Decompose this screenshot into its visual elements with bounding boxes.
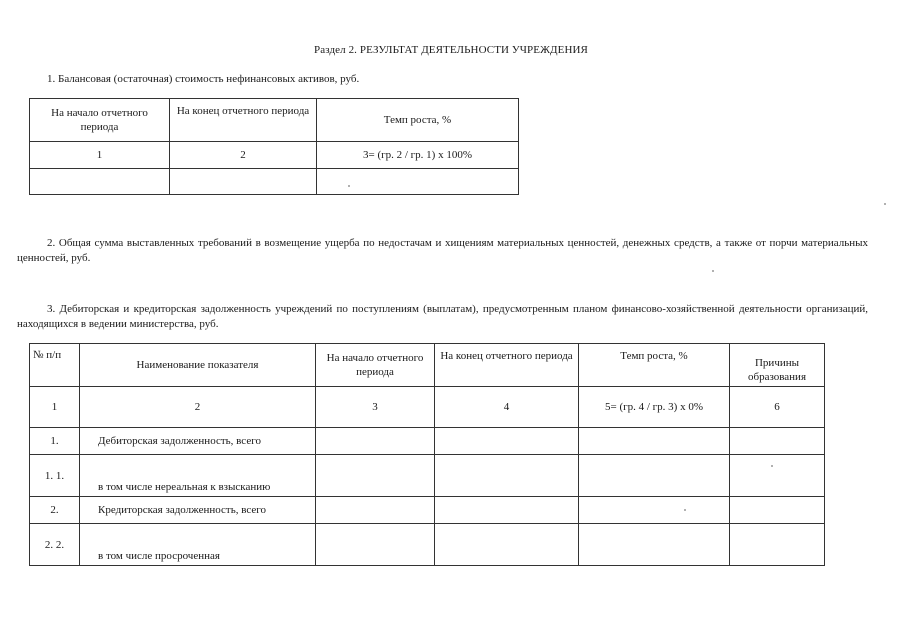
empty-cell bbox=[730, 455, 825, 497]
nonfinancial-assets-table bbox=[29, 98, 519, 195]
table-row bbox=[30, 497, 825, 524]
empty-cell bbox=[579, 524, 730, 566]
row-number: 1. bbox=[30, 428, 80, 455]
empty-cell bbox=[170, 169, 317, 195]
empty-cell bbox=[435, 524, 579, 566]
row-name: Кредиторская задолженность, всего bbox=[80, 497, 316, 524]
col-number: 2 bbox=[170, 142, 317, 169]
header-growth-rate: Темп роста, % bbox=[579, 344, 730, 387]
row-name: в том числе просроченная bbox=[80, 524, 316, 566]
row-number: 2. bbox=[30, 497, 80, 524]
receivables-payables-table bbox=[29, 343, 825, 566]
section-title: Раздел 2. РЕЗУЛЬТАТ ДЕЯТЕЛЬНОСТИ УЧРЕЖДЕНИЯ bbox=[314, 44, 588, 56]
empty-cell bbox=[435, 455, 579, 497]
header-period-start: На начало отчетного периода bbox=[30, 99, 170, 142]
empty-cell bbox=[730, 497, 825, 524]
empty-cell bbox=[316, 497, 435, 524]
empty-cell bbox=[317, 169, 519, 195]
col-formula: 3= (гр. 2 / гр. 1) х 100% bbox=[317, 142, 519, 169]
header-reasons: Причины образования bbox=[730, 344, 825, 387]
empty-cell bbox=[30, 169, 170, 195]
header-period-start: На начало отчетного периода bbox=[316, 344, 435, 387]
table-row bbox=[30, 428, 825, 455]
row-name: в том числе нереальная к взысканию bbox=[80, 455, 316, 497]
item2-heading: 2. Общая сумма выставленных требований в возмещение ущерба по недостачам и хищениям материальных ценностей, денежных средств, а также от порчи материальных ценностей, руб. bbox=[17, 237, 868, 264]
header-growth-rate: Темп роста, % bbox=[317, 99, 519, 142]
empty-cell bbox=[316, 524, 435, 566]
empty-cell bbox=[730, 428, 825, 455]
item1-heading: 1. Балансовая (остаточная) стоимость нефинансовых активов, руб. bbox=[47, 73, 360, 85]
col-number: 1 bbox=[30, 387, 80, 428]
empty-cell bbox=[435, 497, 579, 524]
header-period-end: На конец отчетного периода bbox=[170, 99, 317, 142]
empty-cell bbox=[316, 428, 435, 455]
empty-cell bbox=[435, 428, 579, 455]
header-period-end: На конец отчетного периода bbox=[435, 344, 579, 387]
header-row-number: № п/п bbox=[30, 344, 80, 387]
row-number: 2. 2. bbox=[30, 524, 80, 566]
col-formula: 5= (гр. 4 / гр. 3) х 0% bbox=[579, 387, 730, 428]
empty-cell bbox=[316, 455, 435, 497]
scan-speck bbox=[771, 465, 773, 467]
row-name: Дебиторская задолженность, всего bbox=[80, 428, 316, 455]
col-number: 2 bbox=[80, 387, 316, 428]
row-number: 1. 1. bbox=[30, 455, 80, 497]
empty-cell bbox=[730, 524, 825, 566]
table-row bbox=[30, 524, 825, 566]
scan-speck bbox=[884, 203, 886, 205]
scan-speck bbox=[684, 509, 686, 511]
scan-speck bbox=[348, 185, 350, 187]
empty-cell bbox=[579, 455, 730, 497]
item3-heading: 3. Дебиторская и кредиторская задолженность учреждений по поступлениям (выплатам), предусмотренным планом финансово-хозяйственной деятельности организаций, находящихся в ведении министерства, руб. bbox=[17, 303, 868, 330]
col-number: 4 bbox=[435, 387, 579, 428]
scan-speck bbox=[712, 270, 714, 272]
col-number: 6 bbox=[730, 387, 825, 428]
table-row bbox=[30, 455, 825, 497]
col-number: 1 bbox=[30, 142, 170, 169]
empty-cell bbox=[579, 497, 730, 524]
col-number: 3 bbox=[316, 387, 435, 428]
empty-cell bbox=[579, 428, 730, 455]
header-indicator-name: Наименование показателя bbox=[80, 344, 316, 387]
